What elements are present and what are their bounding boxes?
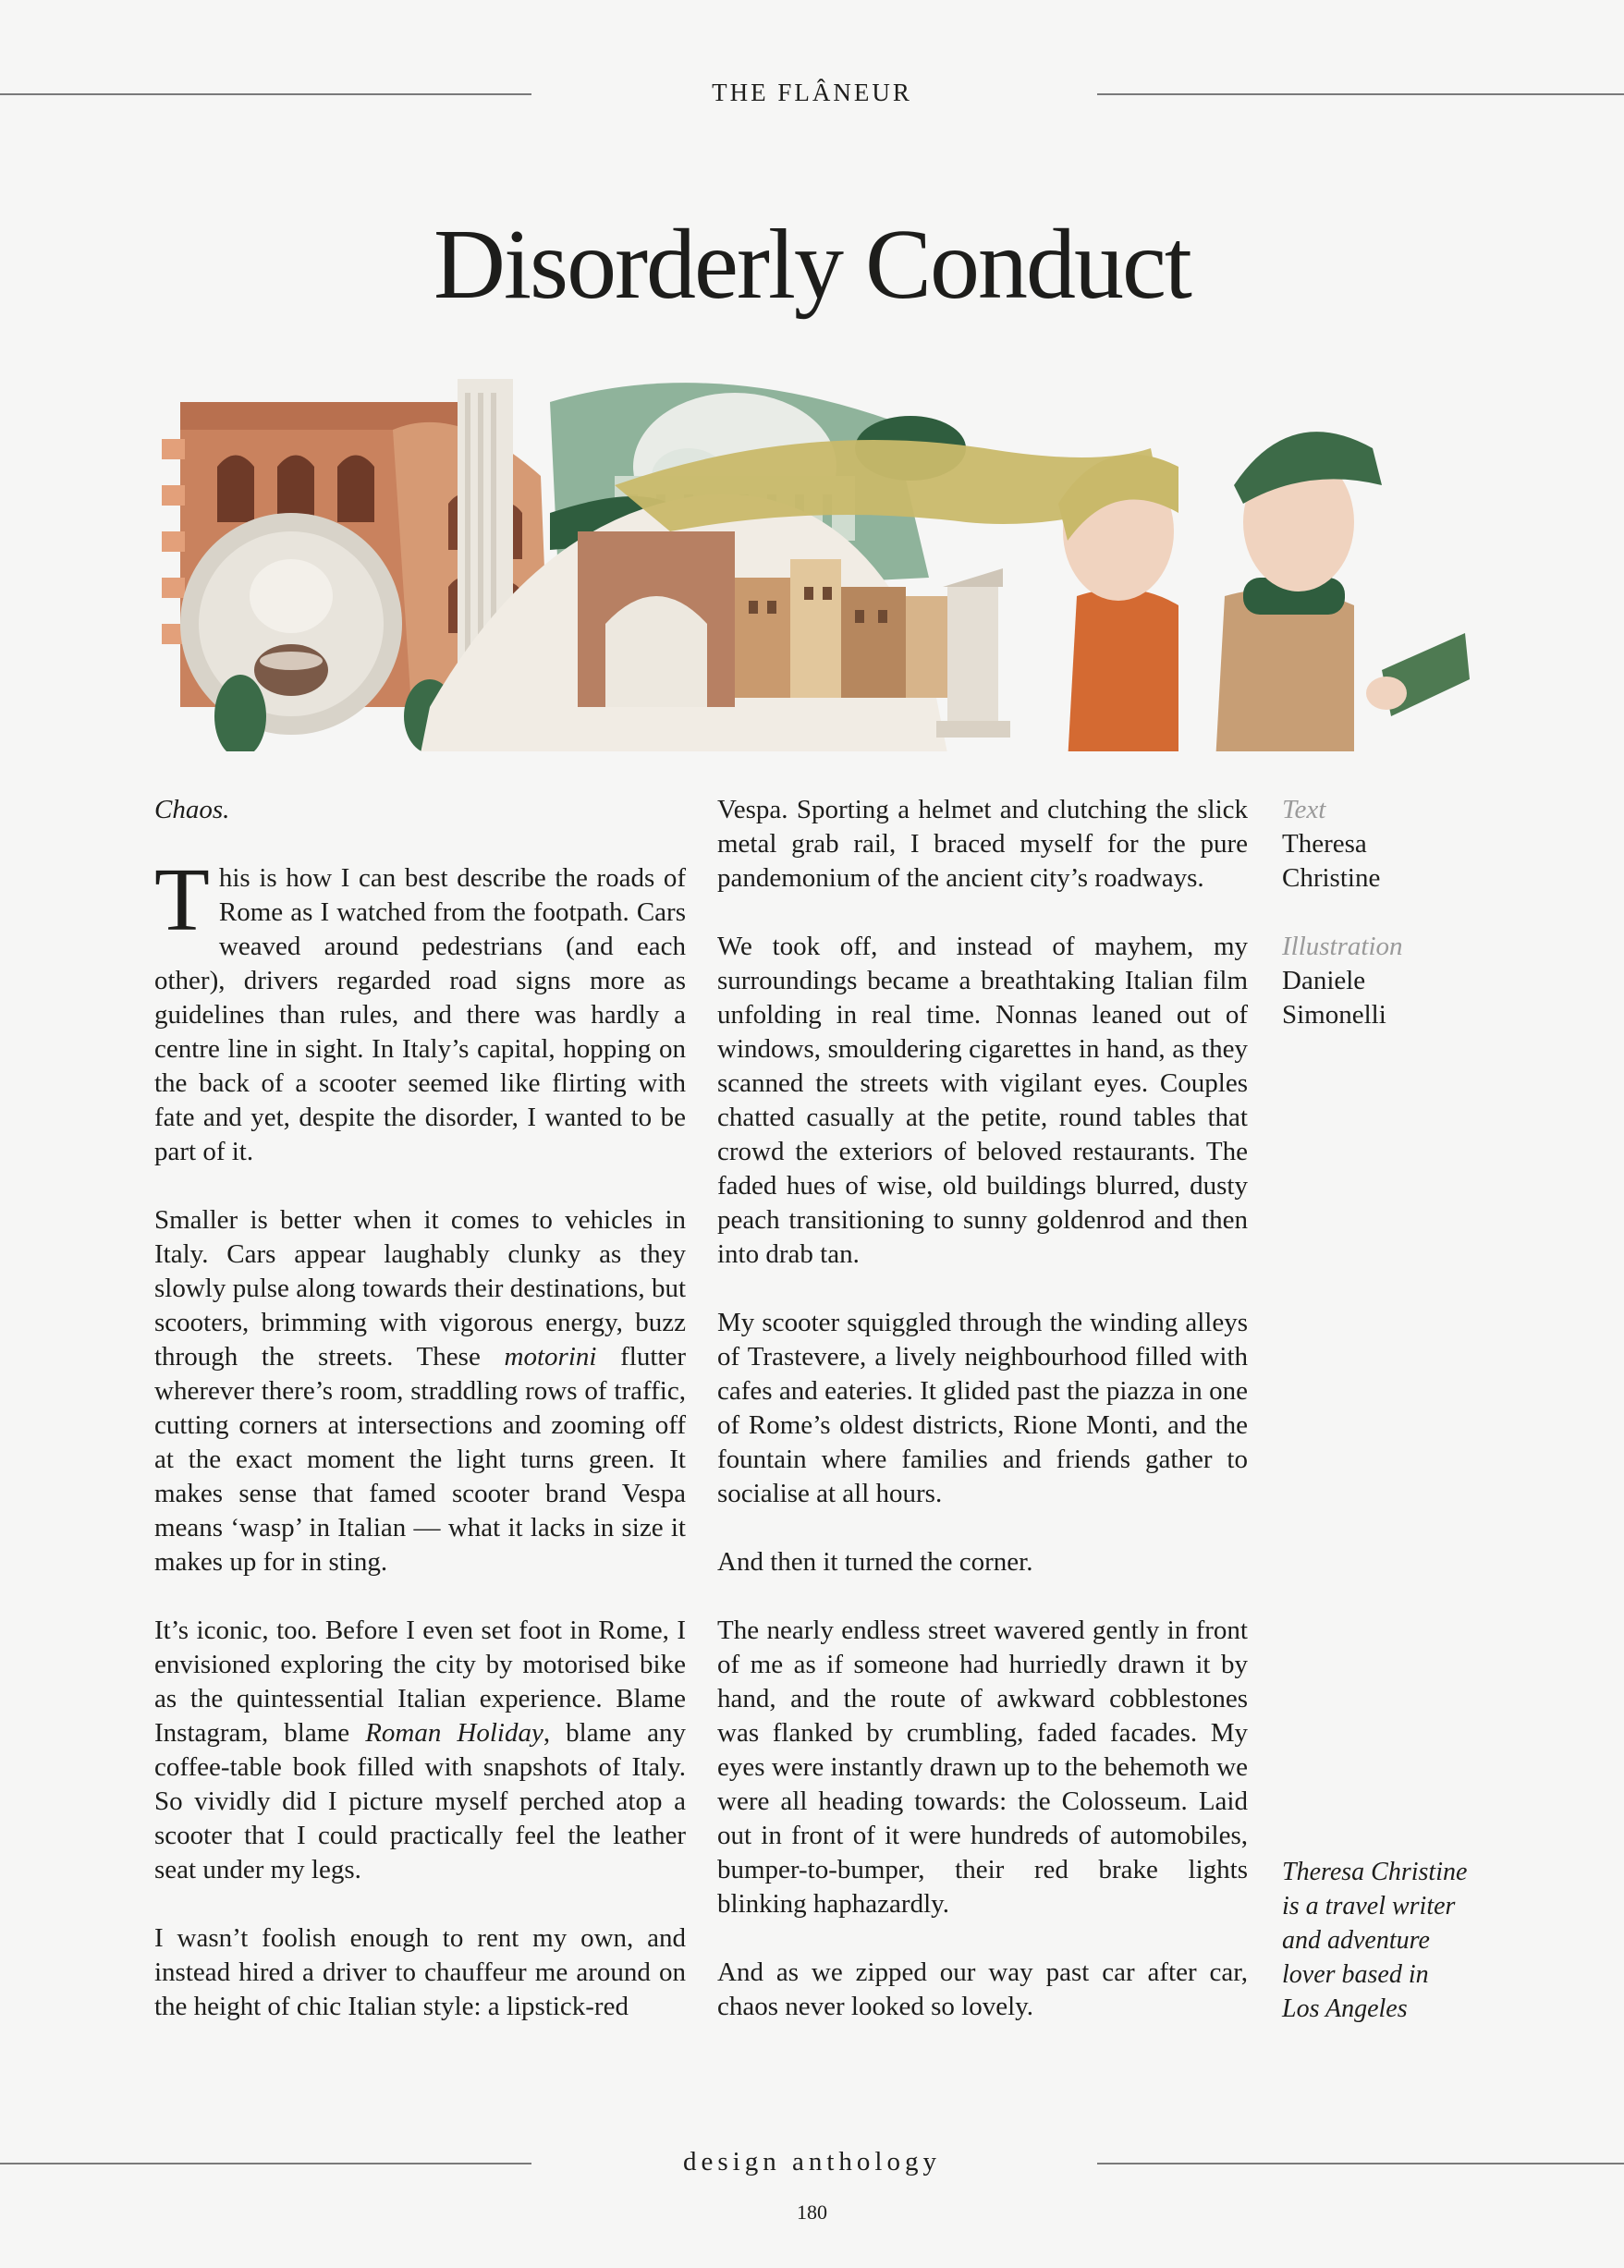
text-credit-name-2: Christine — [1282, 863, 1381, 893]
paragraph-9: The nearly endless street wavered gently in front of me as if someone had hurriedly drawn it by hand, and the route of awkward cobblestones was flanked by crumbling, faded facades. My eyes were instantly drawn up to the behemoth we were all heading towards: the Colosseum. Laid out in front of it were hundreds of automobiles, bumper-to-bumper, their red brake lights blinking haphazardly. — [717, 1616, 1248, 1919]
bio-line-1: Theresa Christine — [1282, 1858, 1468, 1886]
author-bio — [1282, 1855, 1495, 2026]
paragraph-10: And as we zipped our way past car after car, chaos never looked so lovely. — [717, 1957, 1248, 2021]
illustration-credit-name-1: Daniele — [1282, 966, 1366, 995]
bio-line-5: Los Angeles — [1282, 1994, 1408, 2023]
illustration-credit-label: Illustration — [1282, 932, 1403, 961]
paragraph-2-text-b: flutter wherever there’s room, straddling rows of traffic, cutting corners at intersections and zooming off at the exact moment the light turns green. It makes sense that famed scooter brand Vespa means ‘wasp’ in Italian — what it lacks in size it makes up for in sting. — [154, 1342, 687, 1577]
paragraph-1-text: his is how I can best describe the roads of Rome as I watched from the footpath. Cars weaved around pedestrians (and each other), drivers regarded road signs more as guidelines than rules, and there was hardly a centre line in sight. In Italy’s capital, hopping on the back of a scooter seemed like flirting with fate and yet, despite the disorder, I wanted to be part of it. — [154, 863, 686, 1166]
text-credit-name-1: Theresa — [1282, 829, 1367, 859]
credits — [1282, 793, 1504, 1067]
paragraph-3-text-b: , blame any coffee-table book filled with snapshots of Italy. So vividly did I picture myself perched atop a scooter that I could practically feel the leather seat under my legs. — [154, 1718, 686, 1884]
paragraph-3-emphasis: Roman Holiday — [365, 1718, 543, 1748]
paragraph-3-text-a: It’s iconic, too. Before I even set foot in Rome, I envisioned exploring the city by motorised bike as the quintessential Italian experience. Blame Instagram, blame — [154, 1616, 686, 1748]
article-column-2 — [717, 793, 1248, 2058]
illustration-credit — [1282, 930, 1504, 1032]
paragraph-6: We took off, and instead of mayhem, my surroundings became a breathtaking Italian film unfolding in real time. Nonnas leaned out of windows, smouldering cigarettes in hand, as they scanned the streets with vigilant eyes. Couples chatted casually at the petite, round tables that crowd the exteriors of beloved restaurants. The faded hues of wise, old buildings blurred, dusty peach transitioning to sunny goldenrod and then into drab tan. — [717, 932, 1248, 1269]
paragraph-8: And then it turned the corner. — [717, 1547, 1033, 1577]
paragraph-1 — [154, 850, 686, 1169]
paragraph-7: My scooter squiggled through the winding alleys of Trastevere, a lively neighbourhood filled with cafes and eateries. It glided past the piazza in one of Rome’s oldest districts, Rione Monti, and the fountain where families and friends gather to socialise at all hours. — [717, 1308, 1248, 1508]
drop-cap: T — [154, 850, 210, 950]
paragraph-2-text-a: Smaller is better when it comes to vehicles in Italy. Cars appear laughably clunky as they slowly pulse along towards their destinations, but scooters, brimming with vigorous energy, buzz through the streets. These — [154, 1205, 686, 1372]
bio-line-4: lover based in — [1282, 1960, 1429, 1989]
paragraph-5: Vespa. Sporting a helmet and clutching the slick metal grab rail, I braced myself for the pure pandemonium of the ancient city’s roadways. — [717, 795, 1248, 893]
text-credit-label: Text — [1282, 795, 1326, 824]
paragraph-2-emphasis: motorini — [504, 1342, 597, 1372]
rome-scooter-illustration — [153, 365, 1474, 762]
paragraph-4: I wasn’t foolish enough to rent my own, and instead hired a driver to chauffeur me around on the height of chic Italian style: a lipstick-red — [154, 1923, 686, 2021]
bio-line-3: and adventure — [1282, 1926, 1430, 1955]
intro-line: Chaos. — [154, 795, 230, 824]
illustration-credit-name-2: Simonelli — [1282, 1000, 1386, 1030]
text-credit — [1282, 793, 1504, 896]
article-title: Disorderly Conduct — [433, 210, 1191, 320]
bio-line-2: is a travel writer — [1282, 1892, 1456, 1920]
article-column-1 — [154, 793, 686, 2058]
paragraph-3 — [154, 1614, 686, 1887]
section-label: THE FLÂNEUR — [712, 79, 912, 106]
page-number: 180 — [797, 2201, 827, 2224]
paragraph-2 — [154, 1203, 686, 1579]
footer-brand: design anthology — [683, 2147, 941, 2177]
